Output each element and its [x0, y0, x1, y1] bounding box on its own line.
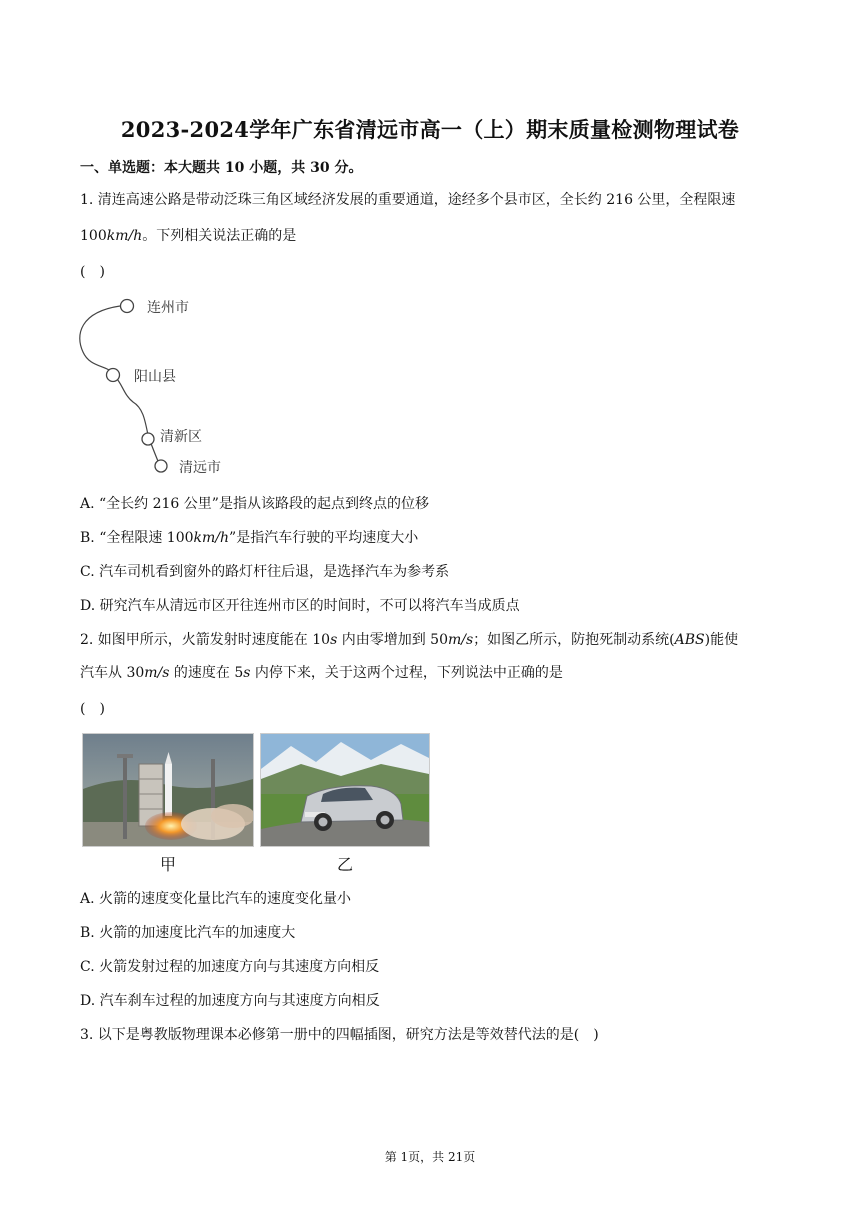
car-braking-illustration: [261, 734, 429, 846]
q1-option-b-post: ”是指汽车行驶的平均速度大小: [229, 530, 419, 546]
map-label-lianzhou: 连州市: [147, 300, 189, 316]
q1-stem-line2: [80, 226, 296, 246]
q2-option-c: C. 火箭发射过程的加速度方向与其速度方向相反: [80, 959, 380, 975]
city-marker-qingyuan: [155, 460, 167, 472]
county-marker-yangshan: [107, 369, 120, 382]
page-footer: 第 1页，共 21页: [384, 1150, 476, 1164]
city-marker-lianzhou: [121, 300, 134, 313]
map-label-qingxin: 清新区: [160, 429, 202, 445]
q1-option-b-pre: B. “全程限速 100: [80, 530, 194, 546]
q2-l2-c: 内停下来，关于这两个过程，下列说法中正确的是: [250, 665, 563, 681]
district-marker-qingxin: [142, 433, 154, 445]
q2-option-d: D. 汽车刹车过程的加速度方向与其速度方向相反: [80, 993, 380, 1009]
q2-l2-s: s: [243, 665, 251, 681]
q1-option-c: C. 汽车司机看到窗外的路灯杆往后退，是选择汽车为参考系: [80, 564, 450, 580]
page-title: 2023-2024学年广东省清远市高一（上）期末质量检测物理试卷: [120, 117, 740, 142]
q2-l1-b: 内由零增加到 50: [337, 632, 448, 648]
q2-l1-u: m/s: [447, 632, 474, 648]
q1-speed-value: 100: [80, 228, 107, 244]
q1-speed-unit: km/h: [106, 228, 143, 244]
q1-answer-blank: ( ): [80, 264, 105, 280]
q2-l2-b: 的速度在 5: [169, 665, 244, 681]
q2-l1-c: ；如图乙所示，防抱死制动系统(: [473, 632, 675, 648]
car-braking-photo: [260, 733, 430, 847]
rocket-launch-illustration: [83, 734, 253, 846]
q2-l1-s: s: [330, 632, 338, 648]
q1-option-b-unit: km/h: [193, 530, 230, 546]
q2-stem-line2: [80, 663, 563, 683]
q3-stem-line1: 3. 以下是粤教版物理课本必修第一册中的四幅插图，研究方法是等效替代法的是( ): [80, 1027, 599, 1043]
q2-l1-abs: ABS: [674, 632, 705, 648]
q1-stem-line1: 1. 清连高速公路是带动泛珠三角区域经济发展的重要通道，途经多个县市区，全长约 216 公里，全程限速: [80, 192, 736, 208]
q2-l1-d: )能使: [704, 632, 739, 648]
caption-jia: 甲: [160, 855, 177, 874]
q1-option-d: D. 研究汽车从清远市区开往连州市区的时间时，不可以将汽车当成质点: [80, 598, 520, 614]
section-heading: 一、单选题：本大题共 10 小题，共 30 分。: [80, 160, 363, 176]
q2-option-b: B. 火箭的加速度比汽车的加速度大: [80, 925, 296, 941]
q2-l1-a: 2. 如图甲所示，火箭发射时速度能在 10: [80, 632, 331, 648]
map-label-yangshan: 阳山县: [134, 369, 176, 385]
q1-option-b: [80, 528, 418, 548]
rocket-launch-photo: [82, 733, 254, 847]
q1-option-a: A. “全长约 216 公里”是指从该路段的起点到终点的位移: [80, 496, 429, 512]
q2-l2-a: 汽车从 30: [80, 665, 145, 681]
q1-stem-tail: 。下列相关说法正确的是: [142, 228, 297, 244]
map-label-qingyuan: 清远市: [179, 460, 221, 476]
q2-answer-blank: ( ): [80, 701, 105, 717]
q2-option-a: A. 火箭的速度变化量比汽车的速度变化量小: [80, 891, 352, 907]
q2-stem-line1: [80, 630, 738, 650]
caption-yi: 乙: [337, 855, 354, 874]
q2-l2-u: m/s: [144, 665, 170, 681]
route-segment-1: [80, 306, 120, 374]
